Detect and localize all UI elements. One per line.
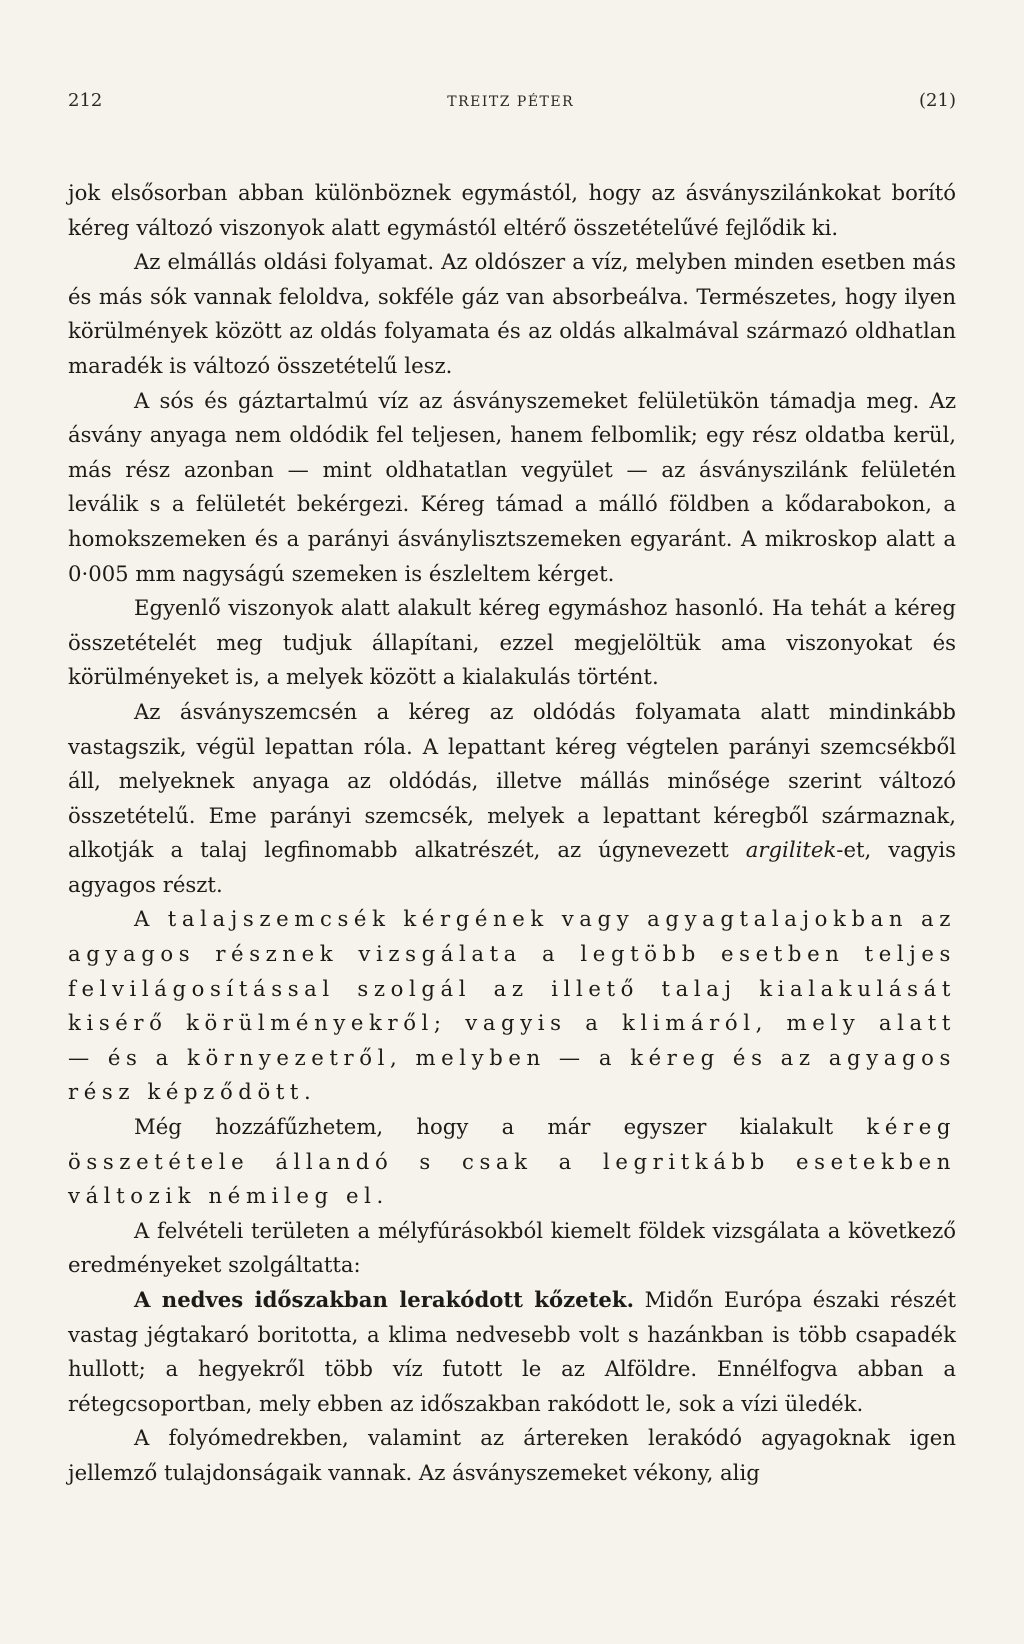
paragraph-text: Midőn Európa északi részét vastag jégtakaró boritotta, a klima nedvesebb volt s hazánkban is több csapadék hullott; a hegyekről több víz futott le az Alföldre. Ennélfogva abban a rétegcsoportban, mely ebben az időszakban rakódott le, sok a vízi üledék. — [68, 1287, 956, 1416]
paragraph: Egyenlő viszonyok alatt alakult kéreg egymáshoz hasonló. Ha tehát a kéreg összetételét meg tudjuk állapítani, ezzel megjelöltük ama viszonyokat és körülményeket is, a melyek között a kialakulás történt. — [68, 595, 956, 690]
paragraph: A felvételi területen a mélyfúrásokból kiemelt földek vizsgálata a következő eredményeket szolgáltatta: — [68, 1217, 956, 1278]
paragraph — [68, 1110, 956, 1214]
running-title: TREITZ PÉTER — [447, 94, 575, 110]
spaced-text: kéreg összetétele állandó s csak a legritkább esetekben változik némileg el. — [68, 1114, 956, 1209]
paragraph-text: -et, vagyis agyagos részt. — [68, 837, 956, 897]
paragraph — [68, 1283, 956, 1421]
paragraph: Az elmállás oldási folyamat. Az oldószer a víz, melyben minden esetben más és más sók vannak feloldva, sokféle gáz van absorbeálva. Természetes, hogy ilyen körülmények között az oldás folyamata és az oldás alkalmával származó oldhatlan maradék is változó összetételű lesz. — [68, 249, 956, 378]
run-in-heading: A nedves időszakban lerakódott kőzetek. — [134, 1287, 634, 1312]
section-number: (21) — [919, 90, 956, 111]
paragraph-text: Még hozzáfűzhetem, hogy a már egyszer kialakult — [134, 1114, 867, 1140]
italic-term: argilitek — [745, 837, 837, 863]
running-header — [68, 90, 956, 130]
paragraph-text: Az ásványszemcsén a kéreg az oldódás folyamata alatt mindinkább vastagszik, végül lepattan róla. A lepattant kéreg végtelen parányi szemcsékből áll, melyeknek anyaga az oldódás, illetve mállás minősége szerint változó összetételű. Eme parányi szemcsék, melyek a lepattant kéregből származnak, alkotják a talaj legfinomabb alkatrészét, az úgynevezett — [68, 698, 956, 863]
spaced-paragraph: A talajszemcsék kérgének vagy agyagtalajokban az agyagos résznek vizsgálata a legtöbb esetben teljes felvilágosítással szolgál az illető talaj kialakulását kisérő körülményekről; vagyis a klimáról, mely alatt — és a környezetről, melyben — a kéreg és az agyagos rész képződött. — [68, 906, 956, 1105]
page-number: 212 — [68, 90, 103, 111]
paragraph-continued: jok elsősorban abban különböznek egymástól, hogy az ásványszilánkokat borító kéreg változó viszonyok alatt egymástól eltérő összetételűvé fejlődik ki. — [68, 180, 956, 240]
paragraph: A sós és gáztartalmú víz az ásványszemeket felületükön támadja meg. Az ásvány anyaga nem oldódik fel teljesen, hanem felbomlik; egy rész oldatba kerül, más rész azonban — mint oldhatatlan vegyület — az ásványszilánk felületén leválik s a felületét bekérgezi. Kéreg támad a málló földben a kődarabokon, a homokszemeken és a parányi ásványlisztszemeken egyaránt. A mikroskop alatt a 0·005 mm nagyságú szemeken is észleltem kérget. — [68, 387, 956, 586]
paragraph: A folyómedrekben, valamint az ártereken lerakódó agyagoknak igen jellemző tulajdonságaik vannak. Az ásványszemeket vékony, alig — [68, 1425, 956, 1485]
book-page — [68, 90, 956, 1491]
paragraph — [68, 695, 956, 903]
body-text — [68, 176, 956, 1491]
